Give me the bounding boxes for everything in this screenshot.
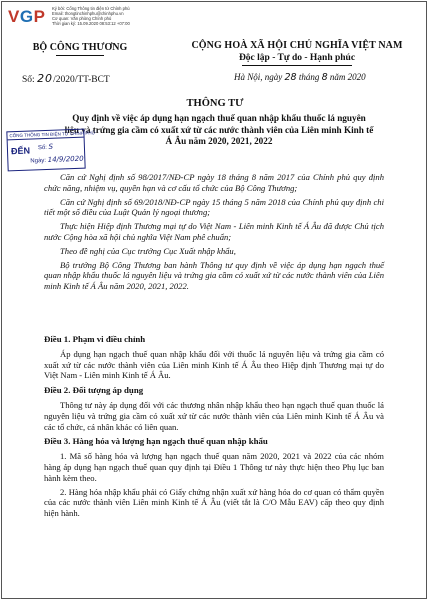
article-heading: Điều 3. Hàng hóa và lượng hạn ngạch thuế quan nhập khẩu <box>44 436 268 447</box>
issuer-underline <box>56 55 104 56</box>
country-name: CỘNG HOÀ XÃ HỘI CHỦ NGHĨA VIỆT NAM <box>191 40 403 51</box>
date-month: 8 <box>321 72 328 83</box>
national-header <box>172 40 422 66</box>
basis-paragraph: Theo đề nghị của Cục trưởng Cục Xuất nhập khẩu, <box>60 245 236 256</box>
received-number-value: S <box>48 142 54 151</box>
legal-basis <box>44 172 384 295</box>
article-heading: Điều 1. Phạm vi điều chỉnh <box>44 334 146 344</box>
basis-paragraph: Căn cứ Nghị định số 98/2017/NĐ-CP ngày 18 tháng 8 năm 2017 của Chính phủ quy định chức năng, nhiệm vụ, quyền hạn và cơ cấu tổ chức của Bộ Công Thương; <box>44 172 384 193</box>
signature-line: Thời gian ký: 15.09.2020 08:53:12 +07:00 <box>52 21 130 26</box>
issuer-block <box>20 42 140 56</box>
issuer-name: BỘ CÔNG THƯƠNG <box>32 42 128 53</box>
received-date-label: Ngày: <box>30 158 47 165</box>
received-stamp <box>6 129 95 172</box>
vgp-logo: VGP <box>8 7 46 26</box>
document-subject: Quy định về việc áp dụng hạn ngạch thuế quan nhập khẩu thuốc lá nguyên liệu và trứng gia cầm có xuất xứ từ các nước thành viên của Liên minh Kinh tế Á Âu năm 2020, 2021, 2022 <box>64 113 374 146</box>
signature-line: Email: thongtinchinhphu@chinhphu.vn <box>52 11 124 16</box>
basis-paragraph: Căn cứ Nghị định số 69/2018/NĐ-CP ngày 15 tháng 5 năm 2018 của Chính phủ quy định chi tiết một số điều của Luật Quản lý ngoại thương; <box>44 196 384 218</box>
article-paragraph: 2. Hàng hóa nhập khẩu phải có Giấy chứng nhận xuất xứ hàng hóa do cơ quan có thẩm quyền của các nước thành viên Liên minh Kinh tế Á Âu (viết tắt là C/O Mẫu EAV) cấp theo quy định hiện hành. <box>44 486 384 519</box>
article-paragraph: Thông tư này áp dụng đối với các thương nhân nhập khẩu theo hạn ngạch thuế quan thuốc lá nguyên liệu và trứng gia cầm có xuất xứ từ các nước thành viên của Liên minh Kinh tế Á Âu và các tổ chức, cá nhân khác có liên quan. <box>44 399 384 432</box>
document-number <box>22 72 110 85</box>
received-number-label: Số: <box>37 144 48 152</box>
issue-date <box>234 72 366 83</box>
doc-number-suffix: /2020/TT-BCT <box>53 75 110 85</box>
date-prefix: Hà Nội, ngày <box>234 72 283 82</box>
basis-paragraph: Thực hiện Hiệp định Thương mại tự do Việt Nam - Liên minh Kinh tế Á Âu đã được Chủ tịch nước Cộng hòa xã hội chủ nghĩa Việt Nam phê chuẩn; <box>44 221 384 242</box>
doc-number-prefix: Số: <box>22 75 35 85</box>
date-day: 28 <box>284 72 297 83</box>
received-stamp-number <box>38 143 53 152</box>
received-stamp-den: ĐẾN <box>10 145 31 157</box>
national-motto: Độc lập - Tự do - Hạnh phúc <box>238 53 356 63</box>
motto-underline <box>242 65 352 66</box>
date-suffix: năm 2020 <box>329 72 366 82</box>
signature-line: Cơ quan: Văn phòng Chính phủ <box>52 16 112 21</box>
vgp-signature-stamp <box>8 5 188 35</box>
doc-number-value: 20 <box>37 72 54 85</box>
received-date-value: 14/9/2020 <box>47 154 84 164</box>
articles <box>44 330 384 522</box>
basis-paragraph: Bộ trưởng Bộ Công Thương ban hành Thông tư quy định về việc áp dụng hạn ngạch thuế quan nhập khẩu thuốc lá nguyên liệu và trứng gia cầm có xuất xứ từ các nước thành viên của Liên minh Kinh tế Á Âu năm 2020, 2021, 2022. <box>44 259 384 292</box>
received-stamp-title: CỔNG THÔNG TIN ĐIỆN TỬ CHÍNH PHỦ <box>7 130 83 141</box>
article-paragraph: Áp dụng hạn ngạch thuế quan nhập khẩu đối với thuốc lá nguyên liệu và trứng gia cầm có xuất xứ từ các nước thành viên của Liên minh Kinh tế Á Âu theo Hiệp định Thương mại tự do Việt Nam - Liên minh Kinh tế Á Âu. <box>44 348 384 381</box>
article-paragraph: 1. Mã số hàng hóa và lượng hạn ngạch thuế quan năm 2020, 2021 và 2022 của các nhóm hàng áp dụng hạn ngạch thuế quan quy định tại Điều 1 Thông tư này thực hiện theo Phụ lục ban hành kèm theo. <box>44 451 384 483</box>
document-type: THÔNG TƯ <box>186 98 244 109</box>
signature-line: Ký bởi: Cổng Thông tin điện tử Chính phủ <box>52 6 130 11</box>
signature-meta <box>52 6 192 26</box>
date-middle: tháng <box>298 72 320 82</box>
document-page <box>1 1 427 599</box>
received-stamp-date <box>30 155 84 165</box>
article-heading: Điều 2. Đối tượng áp dụng <box>44 385 144 396</box>
